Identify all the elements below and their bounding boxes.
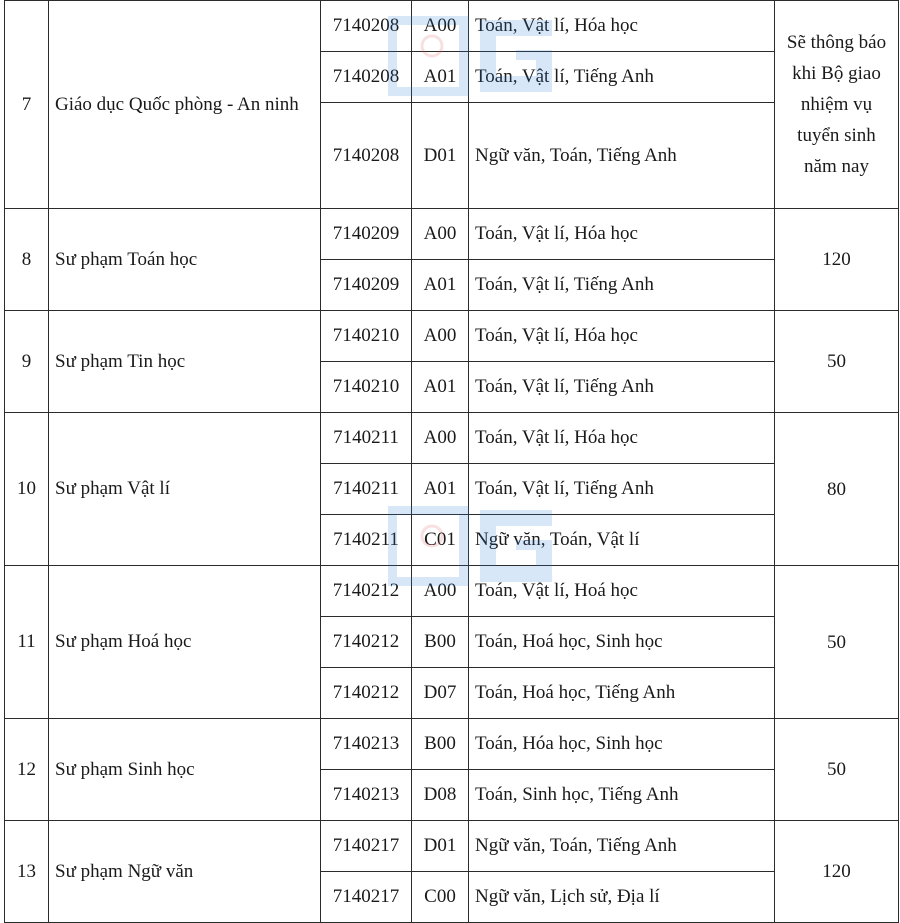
major-name-cell: Sư phạm Sinh học (49, 719, 321, 821)
major-name-cell: Sư phạm Hoá học (49, 566, 321, 719)
major-code-cell: 7140217 (321, 872, 412, 923)
major-code-cell: 7140211 (321, 515, 412, 566)
combination-code-cell: A00 (412, 1, 469, 52)
subjects-cell: Toán, Vật lí, Tiếng Anh (469, 464, 775, 515)
major-code-cell: 7140208 (321, 52, 412, 103)
subjects-cell: Toán, Sinh học, Tiếng Anh (469, 770, 775, 821)
major-code-cell: 7140210 (321, 311, 412, 362)
combination-code-cell: A00 (412, 209, 469, 260)
quota-cell: 120 (775, 209, 899, 311)
subjects-cell: Toán, Hoá học, Tiếng Anh (469, 668, 775, 719)
subjects-cell: Toán, Vật lí, Hóa học (469, 311, 775, 362)
stt-cell: 13 (5, 821, 49, 923)
major-code-cell: 7140211 (321, 464, 412, 515)
major-code-cell: 7140213 (321, 719, 412, 770)
quota-cell: 50 (775, 311, 899, 413)
quota-cell: 50 (775, 719, 899, 821)
quota-cell: 80 (775, 413, 899, 566)
major-code-cell: 7140210 (321, 362, 412, 413)
quota-cell: Sẽ thông báo khi Bộ giao nhiệm vụ tuyển sinh năm nay (775, 1, 899, 209)
subjects-cell: Toán, Vật lí, Hóa học (469, 1, 775, 52)
subjects-cell: Toán, Vật lí, Tiếng Anh (469, 52, 775, 103)
subjects-cell: Toán, Vật lí, Hóa học (469, 413, 775, 464)
subjects-cell: Toán, Hoá học, Sinh học (469, 617, 775, 668)
subjects-cell: Ngữ văn, Toán, Tiếng Anh (469, 821, 775, 872)
combination-code-cell: A01 (412, 362, 469, 413)
admission-table (4, 0, 899, 923)
stt-cell: 8 (5, 209, 49, 311)
combination-code-cell: A00 (412, 413, 469, 464)
combination-code-cell: B00 (412, 617, 469, 668)
major-name-cell: Giáo dục Quốc phòng - An ninh (49, 1, 321, 209)
subjects-cell: Ngữ văn, Lịch sử, Địa lí (469, 872, 775, 923)
subjects-cell: Toán, Vật lí, Tiếng Anh (469, 362, 775, 413)
table-row (5, 719, 899, 770)
combination-code-cell: D01 (412, 821, 469, 872)
combination-code-cell: D07 (412, 668, 469, 719)
subjects-cell: Toán, Vật lí, Hoá học (469, 566, 775, 617)
combination-code-cell: A00 (412, 311, 469, 362)
combination-code-cell: A01 (412, 464, 469, 515)
major-name-cell: Sư phạm Ngữ văn (49, 821, 321, 923)
admission-table-body (5, 1, 899, 923)
table-row (5, 209, 899, 260)
subjects-cell: Ngữ văn, Toán, Tiếng Anh (469, 103, 775, 209)
major-code-cell: 7140212 (321, 566, 412, 617)
combination-code-cell: B00 (412, 719, 469, 770)
subjects-cell: Toán, Vật lí, Hóa học (469, 209, 775, 260)
stt-cell: 7 (5, 1, 49, 209)
major-code-cell: 7140208 (321, 1, 412, 52)
subjects-cell: Ngữ văn, Toán, Vật lí (469, 515, 775, 566)
major-code-cell: 7140212 (321, 617, 412, 668)
major-code-cell: 7140212 (321, 668, 412, 719)
stt-cell: 12 (5, 719, 49, 821)
major-name-cell: Sư phạm Vật lí (49, 413, 321, 566)
major-code-cell: 7140208 (321, 103, 412, 209)
table-row (5, 566, 899, 617)
subjects-cell: Toán, Vật lí, Tiếng Anh (469, 260, 775, 311)
table-row (5, 311, 899, 362)
combination-code-cell: A01 (412, 52, 469, 103)
major-code-cell: 7140209 (321, 209, 412, 260)
major-code-cell: 7140211 (321, 413, 412, 464)
stt-cell: 11 (5, 566, 49, 719)
quota-cell: 120 (775, 821, 899, 923)
major-code-cell: 7140217 (321, 821, 412, 872)
quota-cell: 50 (775, 566, 899, 719)
table-row (5, 413, 899, 464)
subjects-cell: Toán, Hóa học, Sinh học (469, 719, 775, 770)
table-row (5, 821, 899, 872)
major-name-cell: Sư phạm Tin học (49, 311, 321, 413)
major-code-cell: 7140209 (321, 260, 412, 311)
table-row (5, 1, 899, 52)
combination-code-cell: D01 (412, 103, 469, 209)
combination-code-cell: C00 (412, 872, 469, 923)
combination-code-cell: D08 (412, 770, 469, 821)
combination-code-cell: A00 (412, 566, 469, 617)
major-code-cell: 7140213 (321, 770, 412, 821)
stt-cell: 9 (5, 311, 49, 413)
major-name-cell: Sư phạm Toán học (49, 209, 321, 311)
combination-code-cell: A01 (412, 260, 469, 311)
combination-code-cell: C01 (412, 515, 469, 566)
stt-cell: 10 (5, 413, 49, 566)
